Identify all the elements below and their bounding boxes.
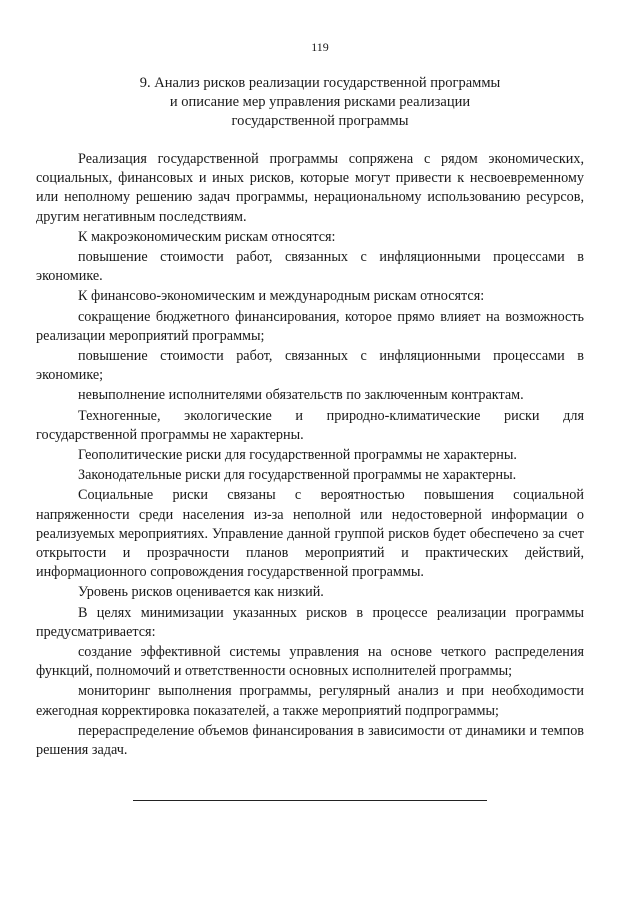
paragraph: Уровень рисков оценивается как низкий. [78, 584, 324, 601]
heading-line-3: государственной программы [231, 113, 409, 129]
paragraph: Социальные риски связаны с вероятностью повышения социальной напряженности среди населения из-за неполной или недостоверной информации о реализуемых мероприятиях. Управление данной группой рисков будет обеспечено за счет открытости и прозрачности планов мероприятий и практических действий, информационного сопровождения государственной программы. [36, 487, 584, 581]
paragraph: повышение стоимости работ, связанных с инфляционными процессами в экономике; [36, 348, 584, 384]
paragraph: Геополитические риски для государственной программы не характерны. [78, 447, 517, 464]
end-divider-line [133, 800, 487, 801]
heading-line-1: 9. Анализ рисков реализации государственной программы [139, 75, 501, 91]
paragraph: невыполнение исполнителями обязательств по заключенным контрактам. [78, 387, 524, 404]
paragraph: Реализация государственной программы сопряжена с рядом экономических, социальных, финансовых и иных рисков, которые могут привести к несвоевременному или неполному решению задач программы, нерациональному использованию ресурсов, другим негативным последствиям. [36, 151, 584, 225]
document-body [36, 150, 584, 761]
paragraph: Техногенные, экологические и природно-климатические риски для государственной программы не характерны. [36, 407, 584, 443]
heading-line-2: и описание мер управления рисками реализации [169, 94, 471, 110]
paragraph: повышение стоимости работ, связанных с инфляционными процессами в экономике. [36, 249, 584, 285]
page-number: 119 [311, 40, 329, 54]
paragraph: Законодательные риски для государственной программы не характерны. [78, 467, 517, 484]
paragraph: К макроэкономическим рискам относятся: [78, 228, 336, 245]
paragraph: мониторинг выполнения программы, регулярный анализ и при необходимости ежегодная корректировка показателей, а также мероприятий подпрограммы; [36, 683, 584, 719]
section-heading [0, 74, 640, 131]
paragraph: К финансово-экономическим и международным рискам относятся: [78, 288, 485, 305]
paragraph: В целях минимизации указанных рисков в процессе реализации программы предусматривается: [36, 604, 584, 640]
paragraph: создание эффективной системы управления на основе четкого распределения функций, полномочий и ответственности основных исполнителей программы; [36, 644, 584, 680]
paragraph: перераспределение объемов финансирования в зависимости от динамики и темпов решения задач. [36, 722, 584, 759]
paragraph: сокращение бюджетного финансирования, которое прямо влияет на возможность реализации мероприятий программы; [36, 308, 584, 344]
